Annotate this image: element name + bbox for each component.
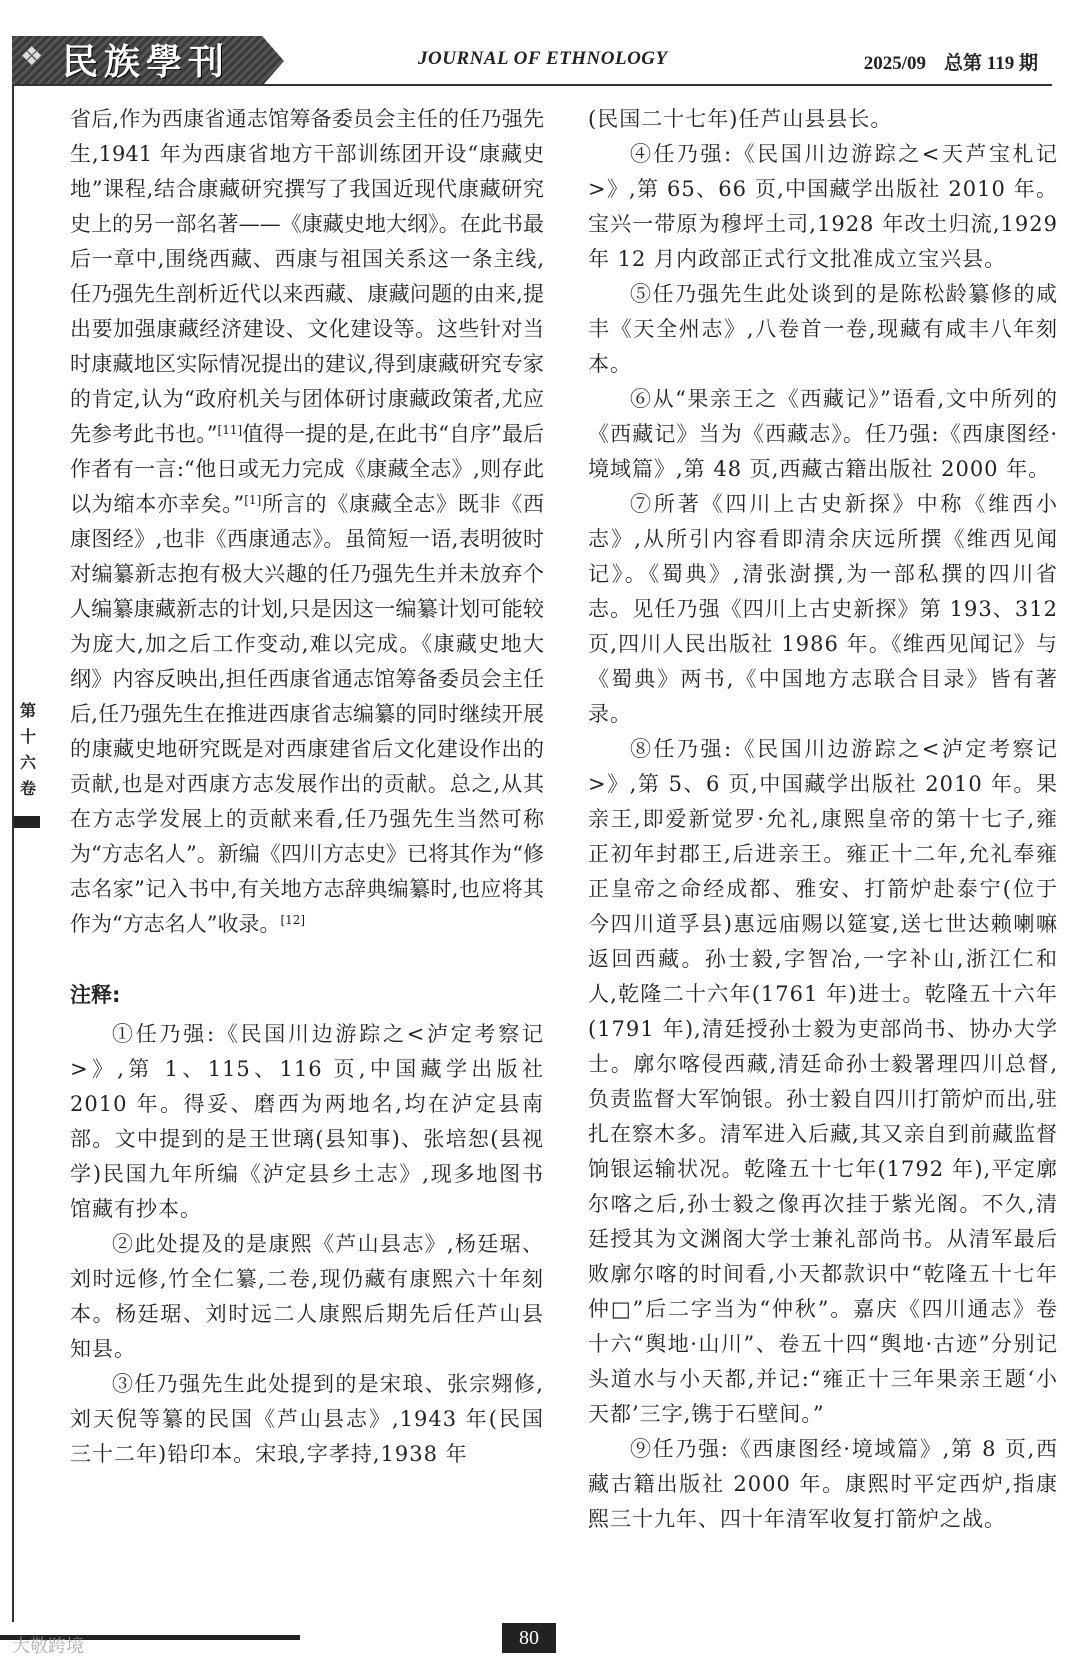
note-item: ④任乃强:《民国川边游踪之<天芦宝札记>》,第 65、66 页,中国藏学出版社 2010 年。宝兴一带原为穆坪土司,1928 年改土归流,1929 年 12 月内政部正式行文批准成立宝兴县。	[588, 142, 1058, 271]
note-item: ⑥从“果亲王之《西藏记》”语看,文中所列的《西藏记》当为《西藏志》。任乃强:《西康图经·境域篇》,第 48 页,西藏古籍出版社 2000 年。	[588, 387, 1058, 481]
journal-name: JOURNAL OF ETHNOLOGY	[418, 48, 668, 69]
page-header	[0, 28, 1080, 86]
note-continuation: (民国二十七年)任芦山县县长。	[588, 107, 893, 131]
reference-mark: [11]	[217, 423, 243, 437]
volume-label: 第十六卷	[19, 701, 36, 798]
note-item: ②此处提及的是康熙《芦山县志》,杨廷琚、刘时远修,竹全仁纂,二卷,现仍藏有康熙六十年刻本。杨廷琚、刘时远二人康熙后期先后任芦山县知县。	[70, 1232, 544, 1361]
notes-heading: 注释:	[70, 983, 121, 1007]
note-item: ⑨任乃强:《西康图经·境域篇》,第 8 页,西藏古籍出版社 2000 年。康熙时平定西炉,指康熙三十九年、四十年清军收复打箭炉之战。	[588, 1437, 1058, 1531]
margin-rule	[12, 84, 14, 1622]
note-item: ①任乃强:《民国川边游踪之<泸定考察记>》,第 1、115、116 页,中国藏学出版社 2010 年。得妥、磨西为两地名,均在泸定县南部。文中提到的是王世璃(县知事)、张培恕(县视学)民国九年所编《泸定县乡土志》,现多地图书馆藏有抄本。	[70, 1022, 544, 1221]
note-item: ⑦所著《四川上古史新探》中称《维西小志》,从所引内容看即清余庆远所撰《维西见闻记》。《蜀典》,清张澍撰,为一部私撰的四川省志。见任乃强《四川上古史新探》第 193、312 页,四川人民出版社 1986 年。《维西见闻记》与《蜀典》两书,《中国地方志联合目录》皆有著录。	[588, 492, 1058, 726]
journal-logo: 民族學刊	[62, 41, 231, 83]
page-number: 80	[502, 1623, 556, 1653]
reference-mark: [12]	[280, 913, 306, 927]
left-column	[70, 102, 544, 1472]
issue-date: 2025/09	[863, 53, 927, 74]
ornament-icon: ❖	[20, 42, 44, 72]
issue-number: 总第 119 期	[944, 53, 1038, 74]
note-item: ⑧任乃强:《民国川边游踪之<泸定考察记>》,第 5、6 页,中国藏学出版社 2010 年。果亲王,即爱新觉罗·允礼,康熙皇帝的第十七子,雍正初年封郡王,后进亲王。雍正十二年,允礼奉雍正皇帝之命经成都、雅安、打箭炉赴泰宁(位于今四川道孚县)惠远庙赐以筵宴,送七世达赖喇嘛返回西藏。孙士毅,字智冶,一字补山,浙江仁和人,乾隆二十六年(1761 年)进士。乾隆五十六年(1791 年),清廷授孙士毅为吏部尚书、协办大学士。廓尔喀侵西藏,清廷命孙士毅署理四川总督,负责监督大军饷银。孙士毅自四川打箭炉而出,驻扎在察木多。清军进入后藏,其又亲自到前藏监督饷银运输状况。乾隆五十七年(1792 年),平定廓尔喀之后,孙士毅之像再次挂于紫光阁。不久,清廷授其为文渊阁大学士兼礼部尚书。从清军最后败廓尔喀的时间看,小天都款识中“乾隆五十七年仲□”后二字当为“仲秋”。嘉庆《四川通志》卷十六“舆地·山川”、卷五十四“舆地·古迹”分别记头道水与小天都,并记:“雍正十三年果亲王题‘小天都’三字,镌于石壁间。”	[588, 737, 1058, 1426]
watermark: 大敬跨境	[12, 1636, 84, 1657]
reference-mark: [1]	[244, 493, 262, 507]
right-column	[588, 102, 1058, 1537]
notes-list	[70, 1017, 544, 1472]
issue-info	[846, 48, 1038, 75]
header-rule	[12, 84, 1052, 86]
body-paragraph: 省后,作为西康省通志馆筹备委员会主任的任乃强先生,1941 年为西康省地方干部训练团开设“康藏史地”课程,结合康藏研究撰写了我国近现代康藏研究史上的另一部名著——《康藏史地大纲》。在此书最后一章中,围绕西藏、西康与祖国关系这一条主线,任乃强先生剖析近代以来西藏、康藏问题的由来,提出要加强康藏经济建设、文化建设等。这些针对当时康藏地区实际情况提出的建议,得到康藏研究专家的肯定,认为“政府机关与团体研讨康藏政策者,尤应先参考此书也。”[11]值得一提的是,在此书“自序”最后作者有一言:“他日或无力完成《康藏全志》,则存此以为缩本亦幸矣。”[1]所言的《康藏全志》既非《西康图经》,也非《西康通志》。虽简短一语,表明彼时对编纂新志抱有极大兴趣的任乃强先生并未放弃个人编纂康藏新志的计划,只是因这一编纂计划可能较为庞大,加之后工作变动,难以完成。《康藏史地大纲》内容反映出,担任西康省通志馆筹备委员会主任后,任乃强先生在推进西康省志编纂的同时继续开展的康藏史地研究既是对西康建省后文化建设作出的贡献,也是对西康方志发展作出的贡献。总之,从其在方志学发展上的贡献来看,任乃强先生当然可称为“方志名人”。新编《四川方志史》已将其作为“修志名家”记入书中,有关地方志辞典编纂时,也应将其作为“方志名人”收录。[12]	[70, 107, 544, 936]
note-item: ⑤任乃强先生此处谈到的是陈松龄纂修的咸丰《天全州志》,八卷首一卷,现藏有咸丰八年刻本。	[588, 282, 1058, 376]
volume-marker	[14, 816, 40, 828]
note-item: ③任乃强先生此处提到的是宋琅、张宗翙修,刘天倪等纂的民国《芦山县志》,1943 年(民国三十二年)铅印本。宋琅,字孝持,1938 年	[70, 1372, 544, 1466]
